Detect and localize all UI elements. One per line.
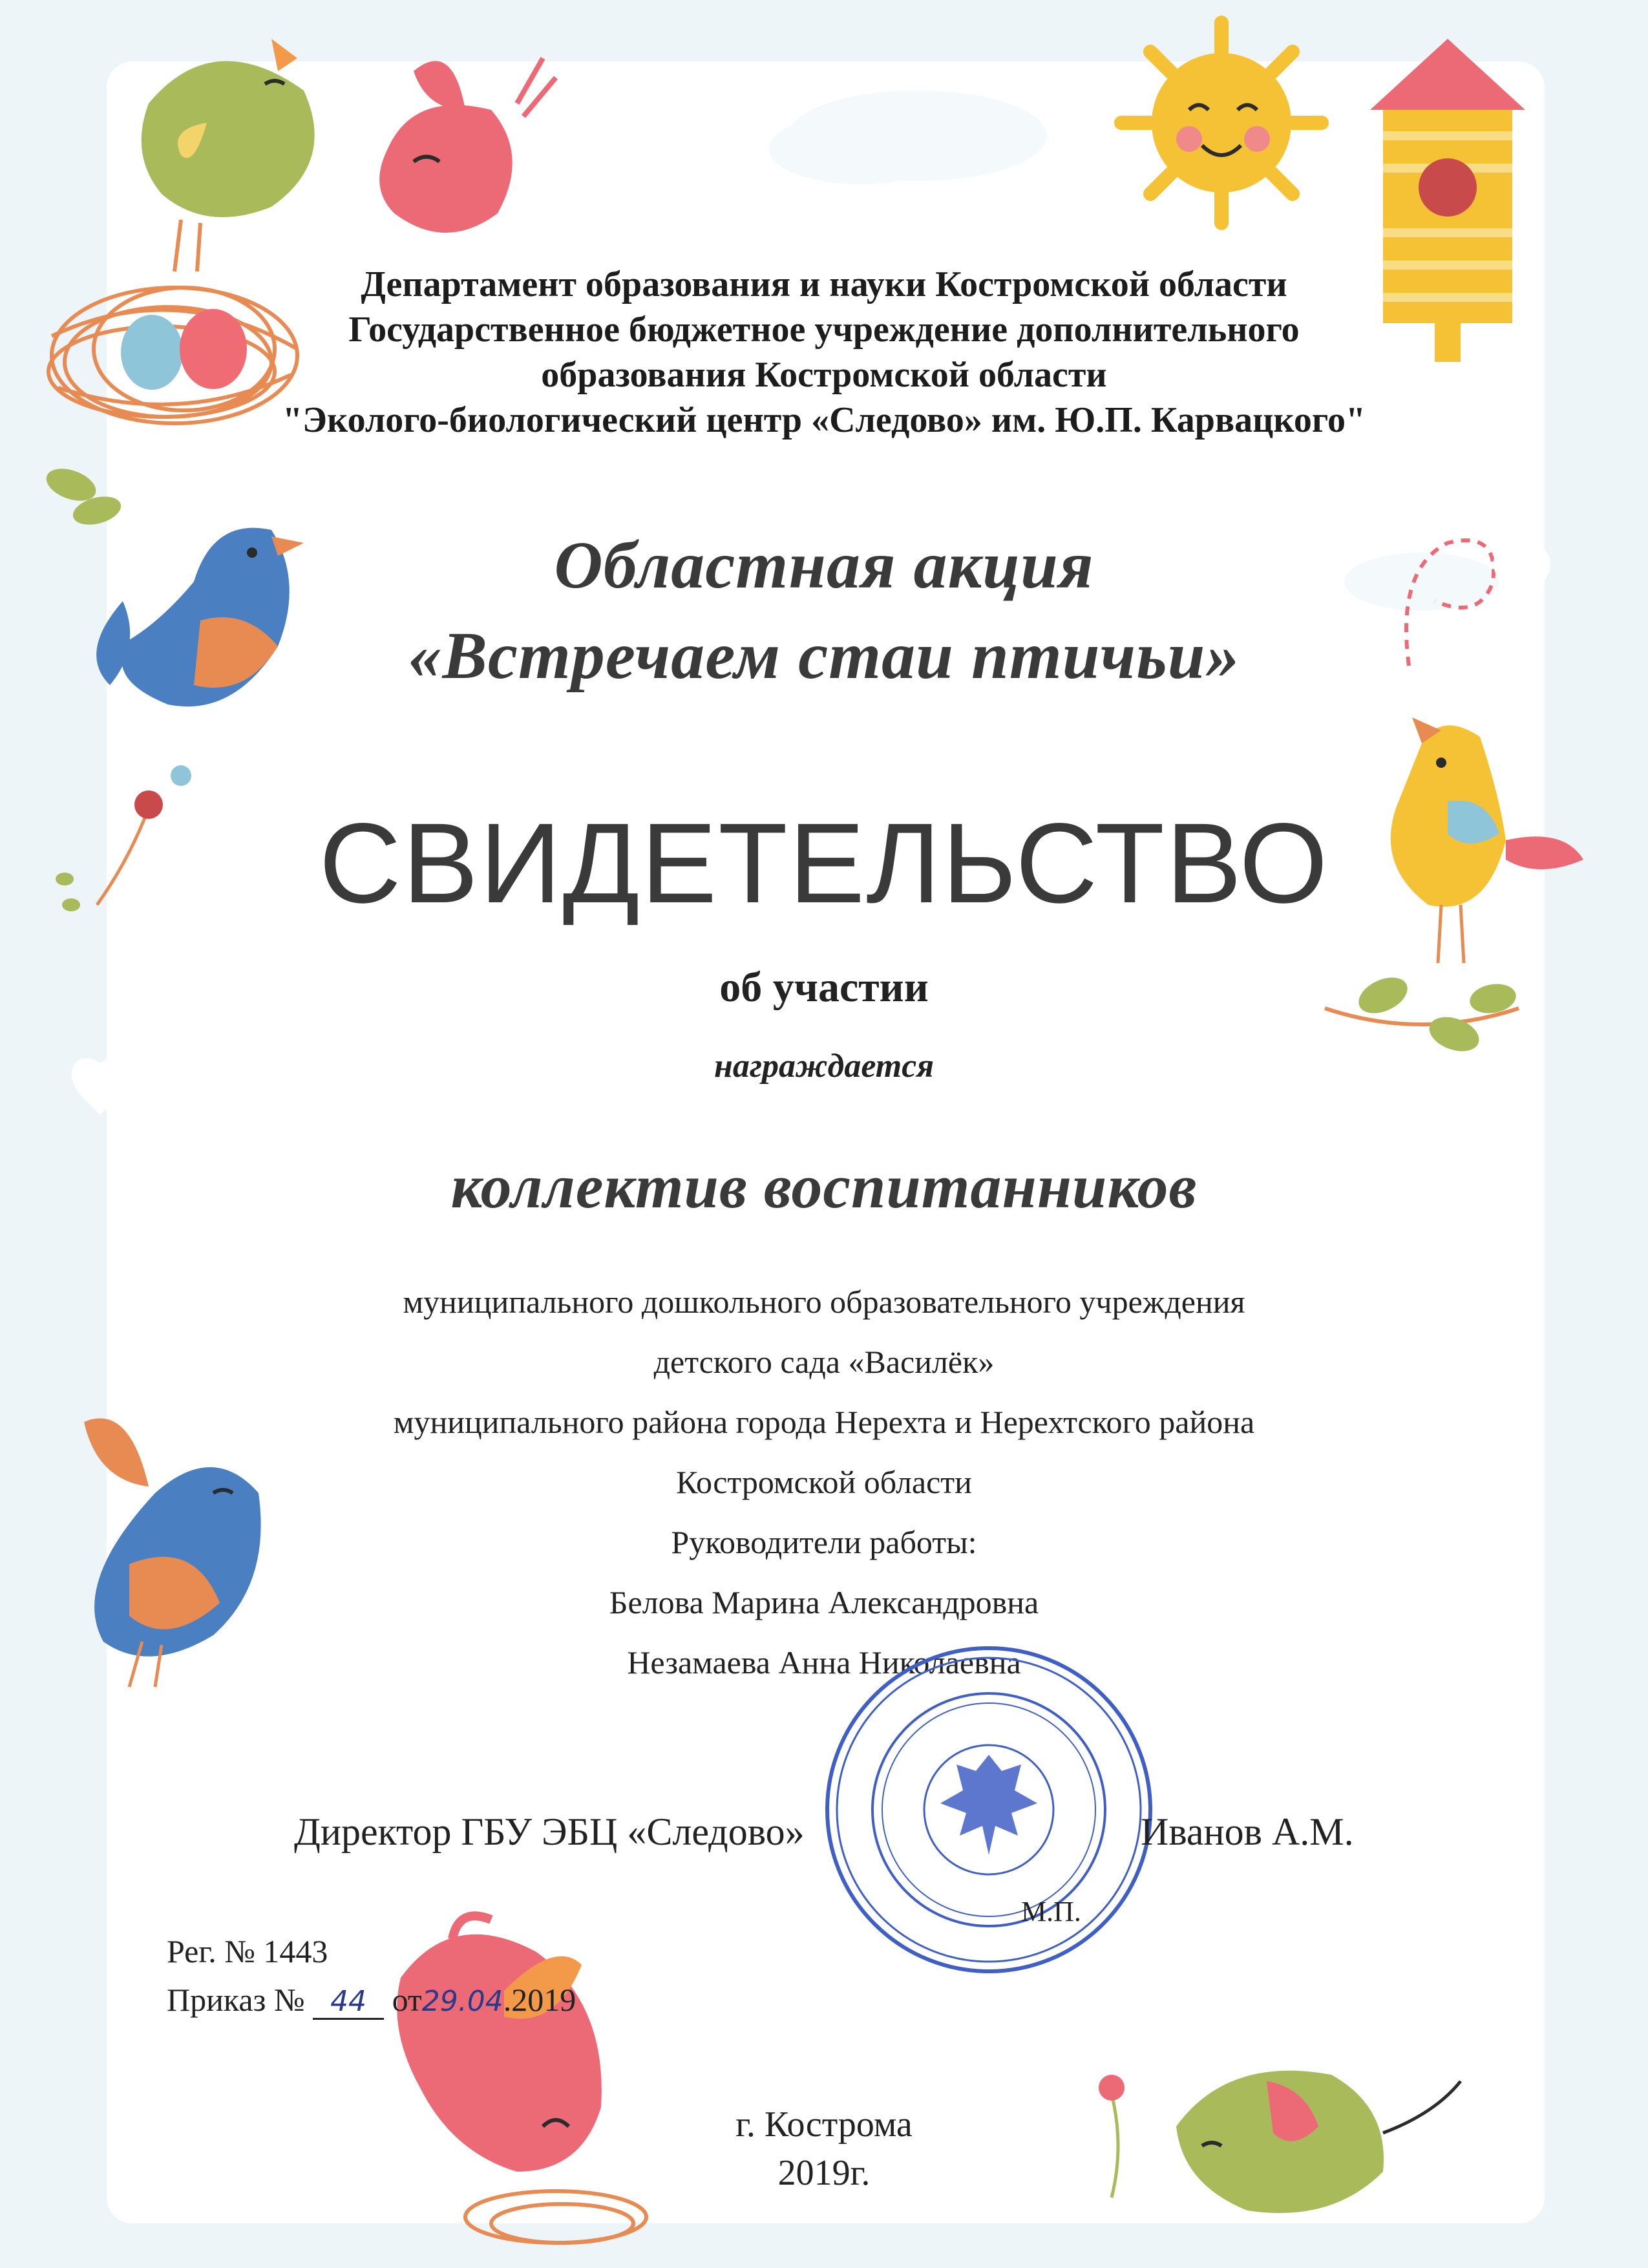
header-department: Департамент образования и науки Костромской области bbox=[361, 264, 1287, 304]
sun-icon bbox=[1121, 23, 1322, 223]
event-name: «Встречаем стаи птичьи» bbox=[408, 619, 1240, 693]
certificate-subtitle: об участии bbox=[719, 964, 929, 1011]
reg-number: 1443 bbox=[263, 1933, 328, 1969]
header-center-name: "Эколого-биологический центр «Следово» им. Ю.П. Карвацкого" bbox=[282, 400, 1366, 440]
from-label: от bbox=[392, 1982, 422, 2018]
footer-city: г. Кострома bbox=[735, 2104, 913, 2145]
awarded-label: награждается bbox=[713, 1048, 935, 1085]
stamp-label: М.П. bbox=[1021, 1896, 1081, 1927]
header-institution: Государственное бюджетное учреждение дополнительного bbox=[348, 310, 1300, 350]
order-label: Приказ № bbox=[167, 1982, 305, 2018]
supervisor-name: Незамаева Анна Николаевна bbox=[627, 1644, 1021, 1680]
pink-bird-icon bbox=[379, 58, 556, 233]
certificate-title: СВИДЕТЕЛЬСТВО bbox=[319, 800, 1329, 927]
order-year: .2019 bbox=[503, 1982, 576, 2018]
order-line bbox=[167, 1981, 576, 2020]
supervisor-name: Белова Марина Александровна bbox=[609, 1584, 1039, 1620]
official-seal bbox=[821, 1642, 1157, 1978]
reg-label: Рег. № bbox=[167, 1933, 255, 1969]
order-number-handwritten: 44 bbox=[313, 1985, 384, 2020]
eagle-emblem-icon bbox=[940, 1755, 1037, 1855]
body-line: муниципального района города Нерехта и Нерехтского района bbox=[393, 1404, 1255, 1440]
director-name: Иванов А.М. bbox=[1141, 1810, 1354, 1853]
order-date-handwritten: 29.04 bbox=[421, 1985, 503, 2018]
body-line: детского сада «Василёк» bbox=[653, 1344, 995, 1380]
recipient-name: коллектив воспитанников bbox=[450, 1152, 1198, 1221]
green-bird-icon bbox=[142, 39, 315, 271]
registration-number bbox=[167, 1933, 328, 1970]
nest-icon bbox=[465, 2191, 646, 2243]
director-label: Директор ГБУ ЭБЦ «Следово» bbox=[294, 1810, 805, 1853]
footer-year: 2019г. bbox=[777, 2153, 871, 2193]
body-line: муниципального дошкольного образовательного учреждения bbox=[403, 1284, 1245, 1320]
event-title: Областная акция bbox=[554, 528, 1094, 602]
header-institution-cont: образования Костромской области bbox=[541, 355, 1107, 395]
supervisors-label: Руководители работы: bbox=[671, 1524, 977, 1560]
body-line: Костромской области bbox=[676, 1464, 972, 1500]
